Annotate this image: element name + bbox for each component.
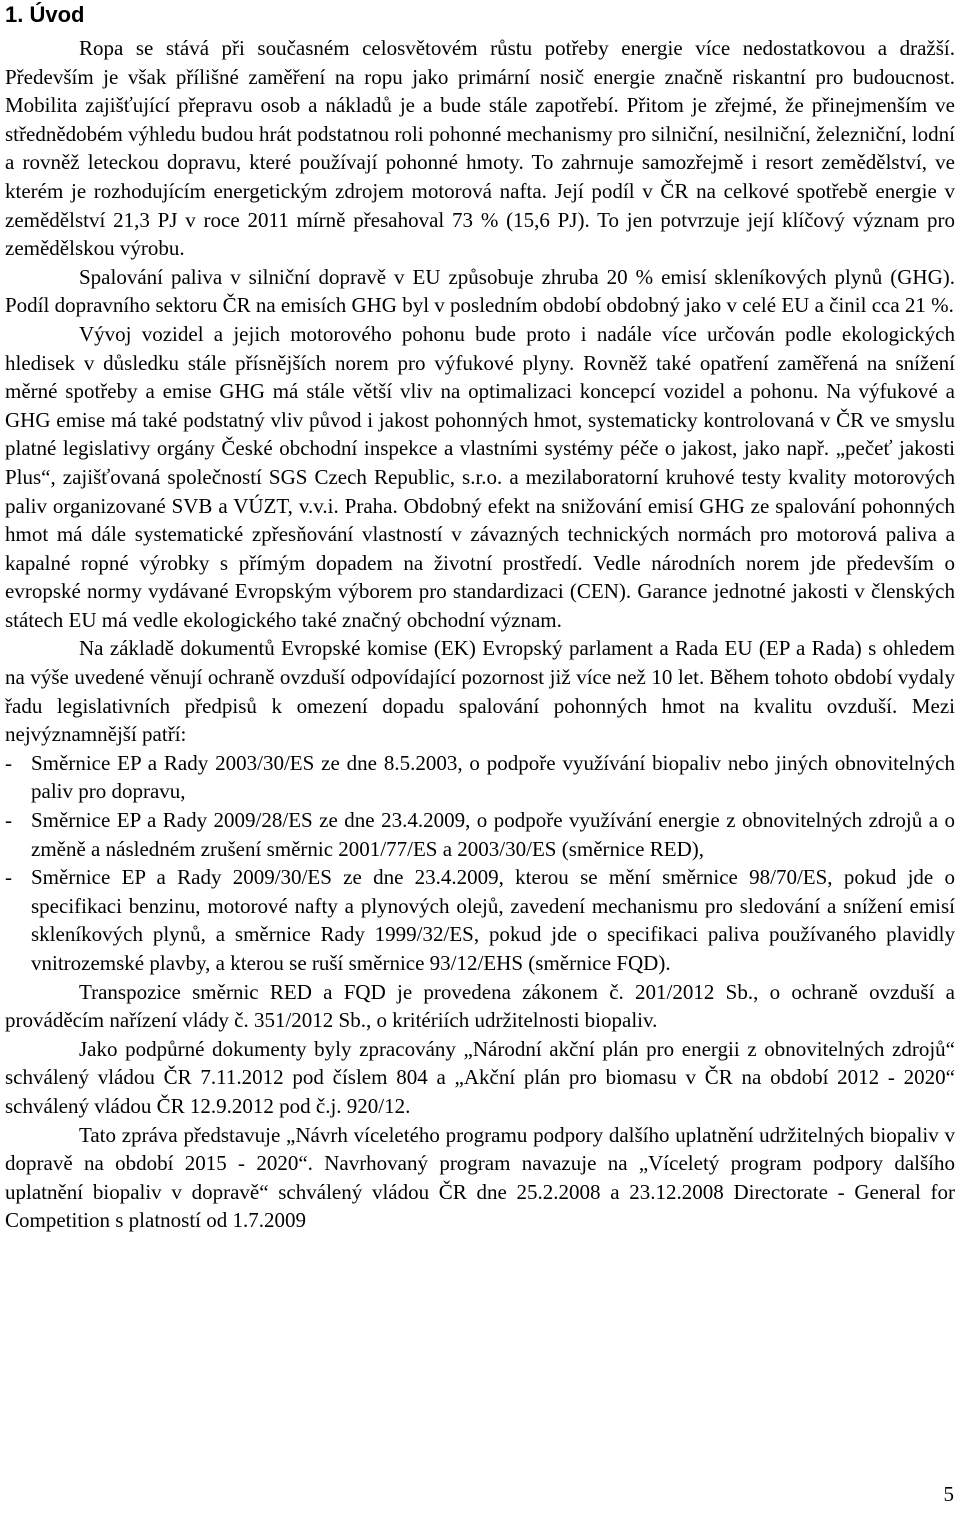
list-item-text: Směrnice EP a Rady 2003/30/ES ze dne 8.5.2003, o podpoře využívání biopaliv nebo jiných obnovitelných paliv pro dopravu, — [31, 750, 955, 804]
paragraph-emissions: Spalování paliva v silniční dopravě v EU způsobuje zhruba 20 % emisí skleníkových plynů (GHG). Podíl dopravního sektoru ČR na emisích GHG byl v posledním období obdobný jako v celé EU a činil cca 21 %. — [5, 264, 955, 318]
directives-list — [5, 749, 955, 978]
list-marker: - — [5, 750, 12, 775]
paragraph-report-proposal: Tato zpráva představuje „Návrh víceletého programu podpory dalšího uplatnění udržitelných biopaliv v dopravě na období 2015 - 2020“. Navrhovaný program navazuje na „Víceletý program podpory dalšího uplatnění biopaliv v dopravě“ schválený vládou ČR dne 25.2.2008 a 23.12.2008 Directorate - General for Competition s platností od 1.7.2009 — [5, 1122, 955, 1233]
list-item — [5, 749, 955, 806]
paragraph-supporting-documents: Jako podpůrné dokumenty byly zpracovány „Národní akční plán pro energii z obnovitelných zdrojů“ schválený vládou ČR 7.11.2012 pod číslem 804 a „Akční plán pro biomasu v ČR na období 2012 - 2020“ schválený vládou ČR 12.9.2012 pod č.j. 920/12. — [5, 1036, 955, 1118]
list-item-text: Směrnice EP a Rady 2009/28/ES ze dne 23.4.2009, o podpoře využívání energie z obnovitelných zdrojů a o změně a následném zrušení směrnic 2001/77/ES a 2003/30/ES (směrnice RED), — [31, 808, 955, 861]
page-number: 5 — [943, 1482, 954, 1506]
list-marker: - — [5, 865, 12, 890]
list-marker: - — [5, 808, 12, 833]
paragraph-eu-legislation: Na základě dokumentů Evropské komise (EK) Evropský parlament a Rada EU (EP a Rada) s ohledem na výše uvedené věnují ochraně ovzduší odpovídající pozornost již více než 10 let. Během tohoto období vydaly řadu legislativních předpisů k omezení dopadu spalování pohonných hmot na kvalitu ovzduší. Mezi nejvýznamnější patří: — [5, 636, 955, 747]
document-page — [5, 0, 955, 1235]
list-item — [5, 863, 955, 977]
paragraph-transposition: Transpozice směrnic RED a FQD je provedena zákonem č. 201/2012 Sb., o ochraně ovzduší a prováděcím nařízení vlády č. 351/2012 Sb., o kritériích udržitelnosti biopaliv. — [5, 979, 955, 1033]
list-item — [5, 806, 955, 863]
paragraph-intro: Ropa se stává při současném celosvětovém růstu potřeby energie více nedostatkovou a dražší. Především je však přílišné zaměření na ropu jako primární nosič energie značně riskantní pro budoucnost. Mobilita zajišťující přepravu osob a nákladů je a bude stále zapotřebí. Přitom je zřejmé, že přinejmenším ve střednědobém výhledu budou hrát podstatnou roli pohonné mechanismy pro silniční, nesilniční, železniční, lodní a rovněž leteckou dopravu, které používají pohonné hmoty. To zahrnuje samozřejmě i resort zemědělství, ve kterém je rozhodujícím energetickým zdrojem motorová nafta. Její podíl v ČR na celkové spotřebě energie v zemědělství 21,3 PJ v roce 2011 mírně přesahoval 73 % (15,6 PJ). To jen potvrzuje její klíčový význam pro zemědělskou výrobu. — [5, 36, 955, 261]
paragraph-vehicle-development: Vývoj vozidel a jejich motorového pohonu bude proto i nadále více určován podle ekologických hledisek v důsledku stále přísnějších norem pro výfukové plyny. Rovněž také opatření zaměřená na snížení měrné spotřeby a emise GHG má stále větší vliv na optimalizaci koncepcí vozidel a pohonu. Na výfukové a GHG emise má také podstatný vliv původ i jakost pohonných hmot, systematicky kontrolovaná v ČR ve smyslu platné legislativy orgány České obchodní inspekce a vlastními systémy péče o jakost, jako např. „pečeť jakosti Plus“, zajišťovaná společností SGS Czech Republic, s.r.o. a mezilaboratorní kruhové testy kvality motorových paliv organizované SVB a VÚZT, v.v.i. Praha. Obdobný efekt na snižování emisí GHG ze spalování pohonných hmot má dále systematické zpřesňování vlastností v závazných technických normách pro motorová paliva a kapalné ropné výrobky s přímým dopadem na životní prostředí. Vedle národních norem jde především o evropské normy vydávané Evropským výborem pro standardizaci (CEN). Garance jednotné jakosti v členských státech EU má vedle ekologického také značný obchodní význam. — [5, 321, 955, 632]
list-item-text: Směrnice EP a Rady 2009/30/ES ze dne 23.4.2009, kterou se mění směrnice 98/70/ES, pokud jde o specifikaci benzinu, motorové nafty a plynových olejů, zavedení mechanismu pro sledování a snížení emisí skleníkových plynů, a směrnice Rady 1999/32/ES, pokud jde o specifikaci paliva používaného plavidly vnitrozemské plavby, a kterou se ruší směrnice 93/12/EHS (směrnice FQD). — [31, 865, 955, 975]
section-heading: 1. Úvod — [5, 2, 85, 27]
